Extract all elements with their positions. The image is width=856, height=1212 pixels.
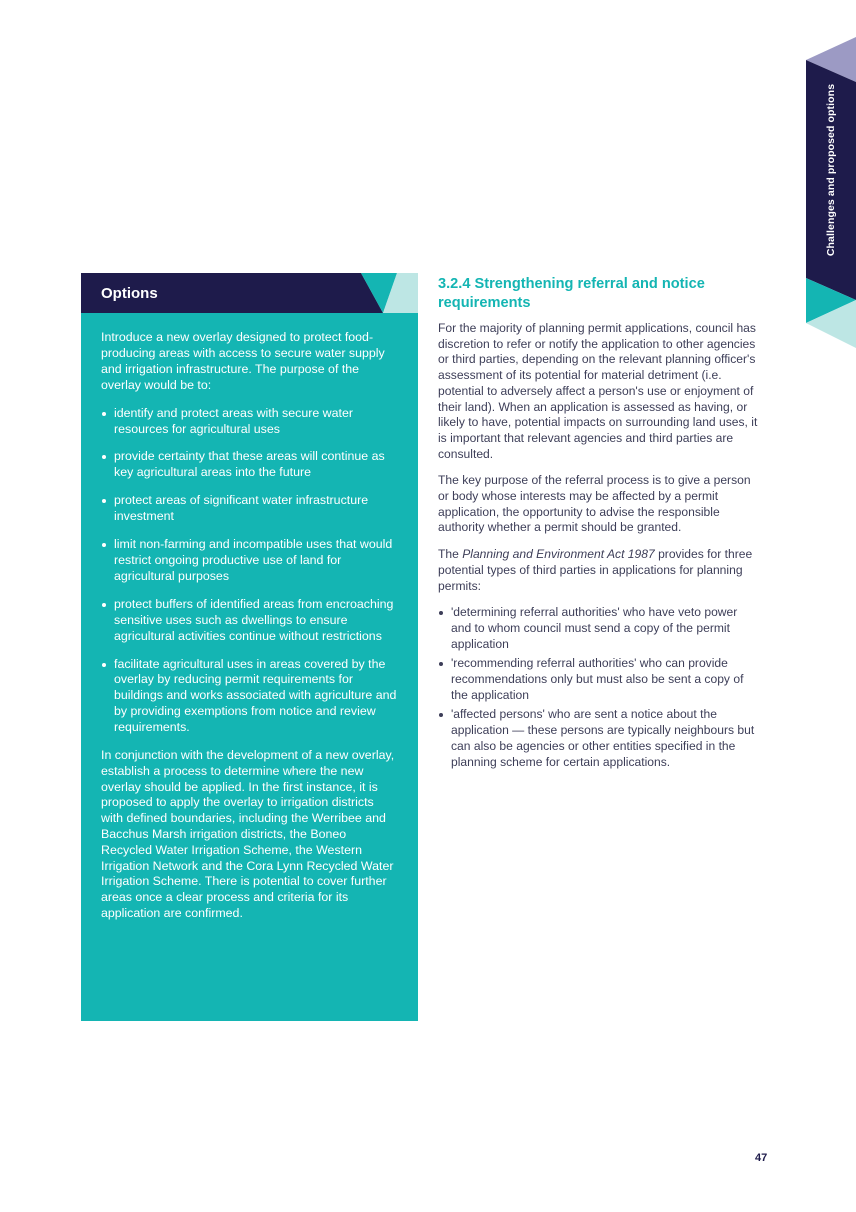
options-bullet: protect buffers of identified areas from encroaching sensitive uses such as dwellings to ensure agricultural activities continue without restrictions — [101, 597, 398, 645]
third-party-item: 'recommending referral authorities' who can provide recommendations only but must also be sent a copy of the application — [438, 656, 760, 703]
third-party-item: 'determining referral authorities' who have veto power and to whom council must send a copy of the permit application — [438, 605, 760, 652]
options-bullet: limit non-farming and incompatible uses that would restrict ongoing productive use of land for agricultural purposes — [101, 537, 398, 585]
section-side-tab — [806, 0, 856, 360]
third-party-list — [438, 605, 760, 770]
section-heading: 3.2.4 Strengthening referral and notice requirements — [438, 276, 705, 311]
options-bullet: identify and protect areas with secure water resources for agricultural uses — [101, 406, 398, 438]
options-bullet: protect areas of significant water infrastructure investment — [101, 493, 398, 525]
options-intro: Introduce a new overlay designed to protect food-producing areas with access to secure water supply and irrigation infrastructure. The purpose of the overlay would be to: — [101, 330, 385, 392]
section-paragraph-1: For the majority of planning permit applications, council has discretion to refer or notify the application to other agencies or third parties, depending on the relevant planning officer's assessment of its potential for material detriment (i.e. potential to adversely affect a person's use or enjoyment of their land). When an application is assessed as having, or likely to have, potential impacts on surrounding land uses, it is important that relevant agencies and third parties are consulted. — [438, 321, 758, 461]
section-paragraph-2: The key purpose of the referral process is to give a person or body whose interests may be affected by a permit application, the opportunity to advise the responsible authority whether a permit should be granted. — [438, 473, 751, 535]
side-tab-text: Challenges and proposed options — [825, 83, 837, 257]
page-number: 47 — [755, 1152, 768, 1164]
third-party-item: 'affected persons' who are sent a notice about the application — these persons are typically neighbours but can also be agencies or other entities specified in the planning scheme for certain applications. — [438, 707, 760, 770]
side-tab-label — [806, 60, 856, 280]
options-bullet: provide certainty that these areas will continue as key agricultural areas into the future — [101, 449, 398, 481]
act-title: Planning and Environment Act 1987 — [462, 547, 655, 562]
paragraph-3-suffix: provides for three potential types of third parties in applications for planning permits: — [438, 547, 753, 593]
paragraph-3-prefix: The — [438, 547, 463, 562]
options-bullet-list — [101, 406, 398, 736]
options-closing: In conjunction with the development of a new overlay, establish a process to determine where the new overlay should be applied. In the first instance, it is proposed to apply the overlay to irrigation districts with defined boundaries, including the Werribee and Bacchus Marsh irrigation districts, the Boneo Recycled Water Irrigation Scheme, the Western Irrigation Network and the Cora Lynn Recycled Water Irrigation Scheme. There is potential to cover further areas once a clear process and criteria for its application are confirmed. — [101, 748, 395, 920]
options-bullet: facilitate agricultural uses in areas covered by the overlay by reducing permit requirements for buildings and works associated with agriculture and by providing exemptions from notice and review requirements. — [101, 657, 398, 737]
section-paragraph-3 — [438, 547, 760, 594]
options-panel — [81, 273, 418, 1021]
options-body — [81, 313, 418, 1021]
options-title: Options — [101, 285, 158, 302]
section-3-2-4 — [438, 275, 760, 774]
options-header — [81, 273, 418, 313]
